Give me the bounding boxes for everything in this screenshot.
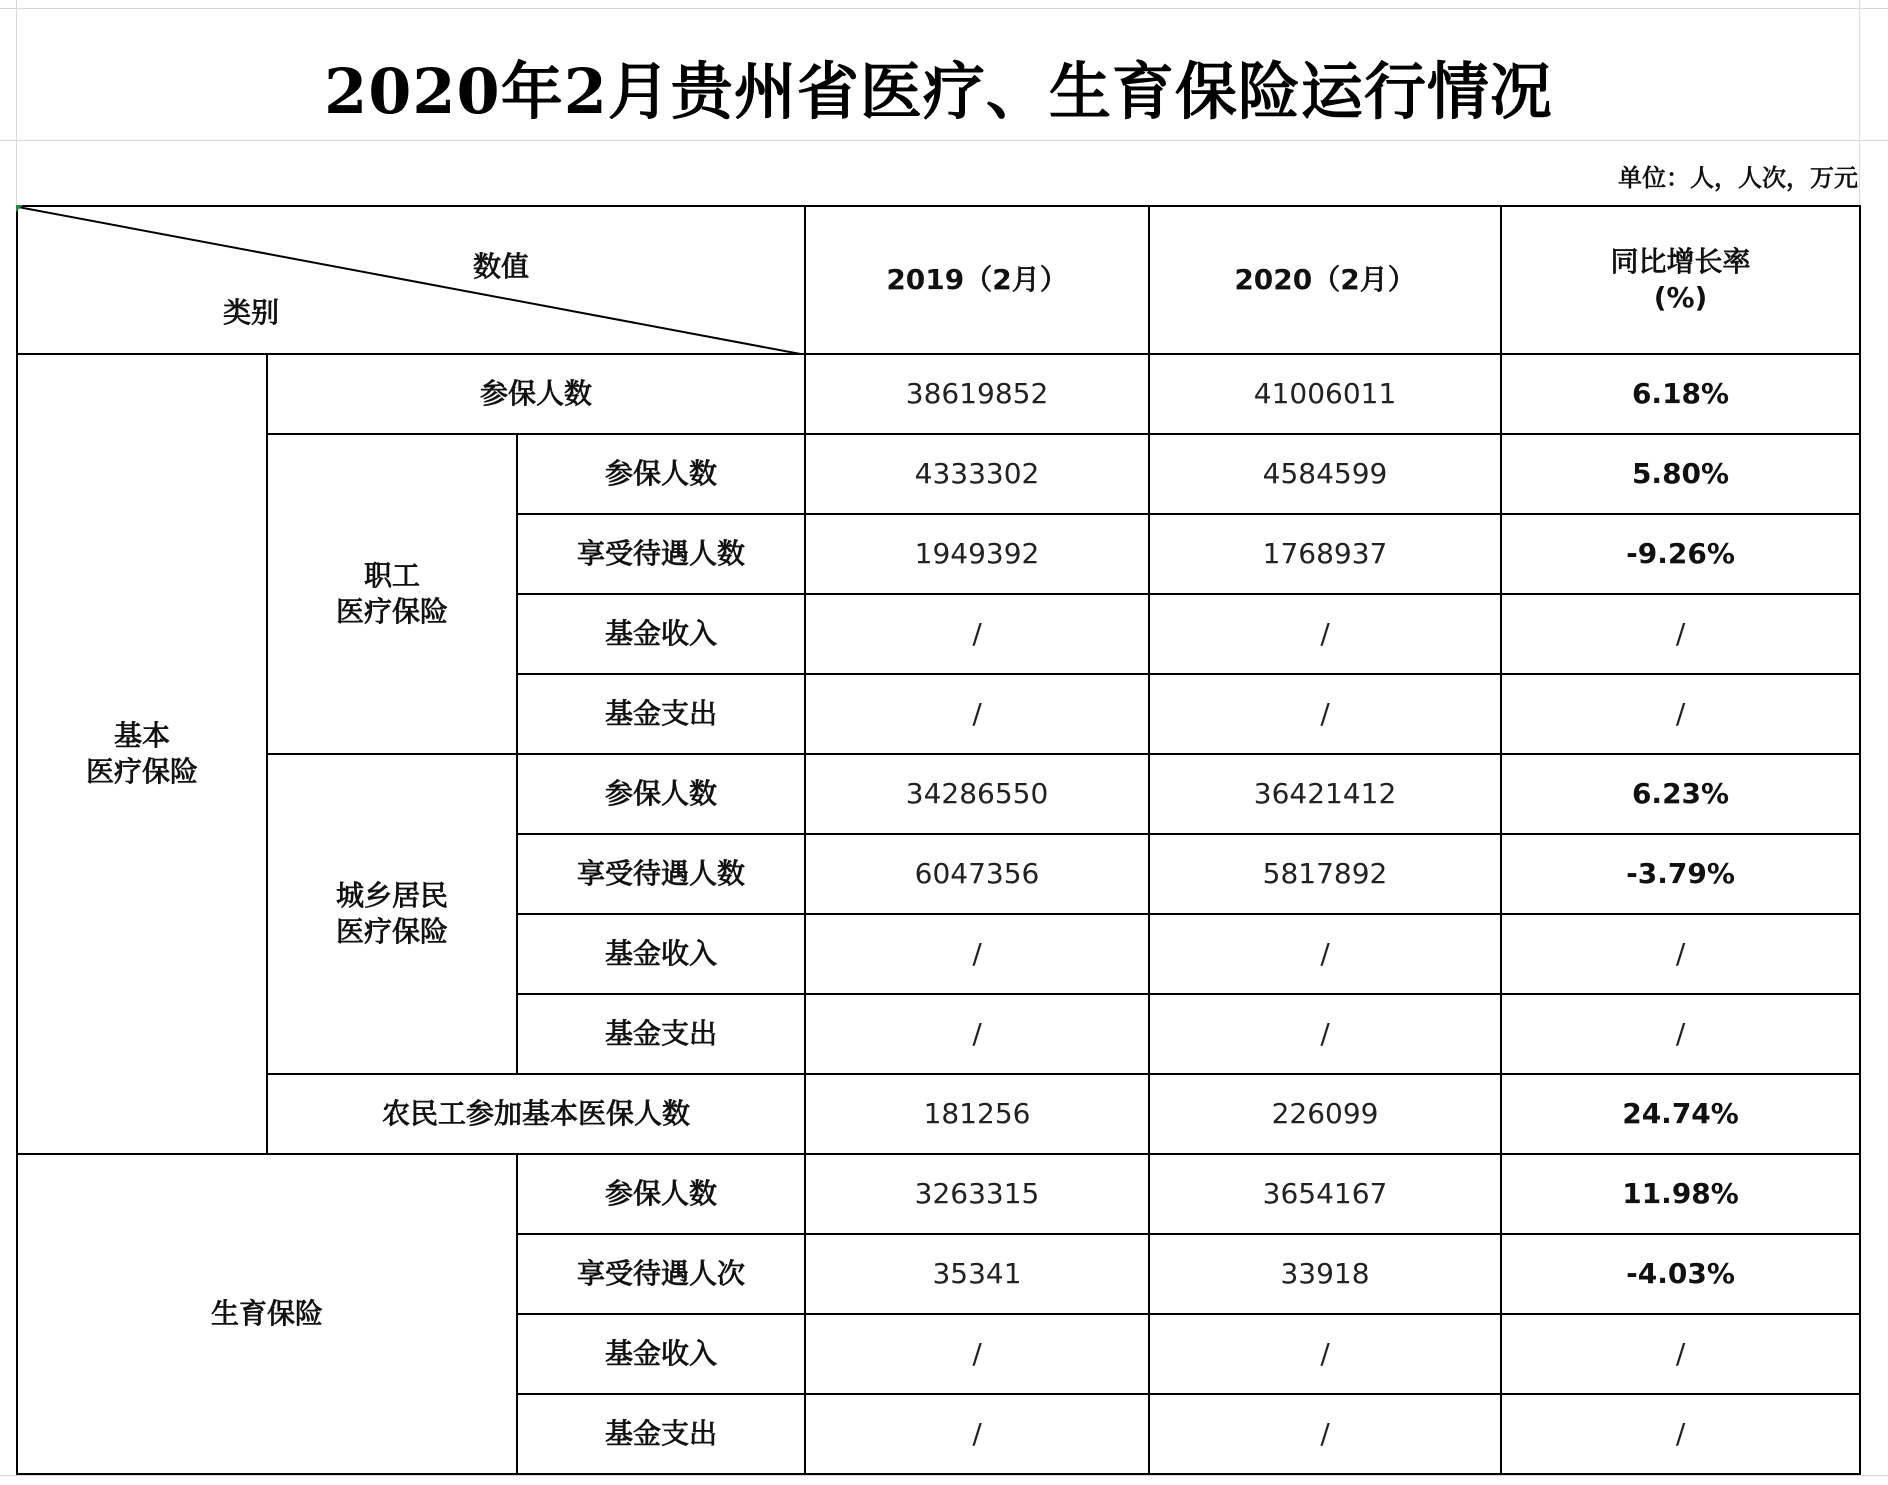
column-header-rate [1501,206,1860,354]
value-2020: 5817892 [1149,834,1501,914]
row-label: 参保人数 [517,434,805,514]
value-2019: / [805,674,1149,754]
table-row [17,754,1860,834]
value-rate: 6.23% [1501,754,1860,834]
group-label-line: 医疗保险 [335,915,448,948]
value-2019: / [805,1314,1149,1394]
value-rate: / [1501,1394,1860,1474]
value-2019: 1949392 [805,514,1149,594]
column-header-2020: 2020（2月） [1149,206,1501,354]
rate-header-line2: (%) [1653,281,1708,314]
data-table [16,205,1861,1475]
table-row [17,434,1860,514]
value-2019: 35341 [805,1234,1149,1314]
value-2019: / [805,994,1149,1074]
row-label: 参保人数 [517,754,805,834]
header-row [17,206,1860,354]
rate-header-line1: 同比增长率 [1610,244,1751,278]
group-label-line: 医疗保险 [335,595,448,628]
corner-value-label: 数值 [473,250,530,283]
row-label: 享受待遇人次 [517,1234,805,1314]
value-rate: -9.26% [1501,514,1860,594]
row-label: 享受待遇人数 [517,514,805,594]
group-basic-medical [17,354,267,1154]
value-2020: / [1149,994,1501,1074]
group-label-line: 城乡居民 [335,878,448,912]
value-2019: 38619852 [805,354,1149,434]
row-label: 基金支出 [517,674,805,754]
group-label-line: 职工 [363,558,420,592]
value-2019: 34286550 [805,754,1149,834]
gridline [0,140,1888,141]
cell-comment-indicator [16,205,23,212]
value-rate: 24.74% [1501,1074,1860,1154]
row-label: 基金支出 [517,1394,805,1474]
value-2019: / [805,1394,1149,1474]
group-label-line: 医疗保险 [85,755,198,788]
corner-category-label: 类别 [223,296,280,329]
value-2020: 36421412 [1149,754,1501,834]
value-2020: / [1149,674,1501,754]
value-rate: / [1501,1314,1860,1394]
value-rate: / [1501,914,1860,994]
corner-header-cell [17,206,805,354]
diagonal-divider [18,207,806,355]
value-rate: / [1501,594,1860,674]
unit-note: 单位：人，人次，万元 [1618,164,1858,192]
value-rate: / [1501,994,1860,1074]
gridline [0,8,1888,9]
value-2020: / [1149,1394,1501,1474]
row-label: 基金收入 [517,914,805,994]
value-2019: 3263315 [805,1154,1149,1234]
value-rate: 11.98% [1501,1154,1860,1234]
value-2020: 33918 [1149,1234,1501,1314]
group-employee-medical [267,434,517,754]
value-rate: 5.80% [1501,434,1860,514]
value-2020: 226099 [1149,1074,1501,1154]
row-label: 基金收入 [517,594,805,674]
value-rate: / [1501,674,1860,754]
row-label: 农民工参加基本医保人数 [267,1074,805,1154]
value-2020: / [1149,1314,1501,1394]
value-2019: / [805,594,1149,674]
value-2019: 6047356 [805,834,1149,914]
page-title: 2020年2月贵州省医疗、生育保险运行情况 [324,54,1553,128]
group-label-line: 基本 [113,718,170,752]
value-rate: 6.18% [1501,354,1860,434]
value-rate: -3.79% [1501,834,1860,914]
row-label: 参保人数 [267,354,805,434]
row-label: 享受待遇人数 [517,834,805,914]
value-2019: / [805,914,1149,994]
value-2020: 41006011 [1149,354,1501,434]
table-row [17,1154,1860,1234]
row-label: 基金支出 [517,994,805,1074]
row-label: 参保人数 [517,1154,805,1234]
value-2020: 1768937 [1149,514,1501,594]
value-rate: -4.03% [1501,1234,1860,1314]
table-row [17,354,1860,434]
table-row [17,1074,1860,1154]
value-2020: / [1149,914,1501,994]
value-2019: 4333302 [805,434,1149,514]
row-label: 基金收入 [517,1314,805,1394]
value-2019: 181256 [805,1074,1149,1154]
value-2020: 3654167 [1149,1154,1501,1234]
gridline [0,1475,1888,1476]
group-resident-medical [267,754,517,1074]
value-2020: / [1149,594,1501,674]
value-2020: 4584599 [1149,434,1501,514]
column-header-2019: 2019（2月） [805,206,1149,354]
group-maternity: 生育保险 [17,1154,517,1474]
